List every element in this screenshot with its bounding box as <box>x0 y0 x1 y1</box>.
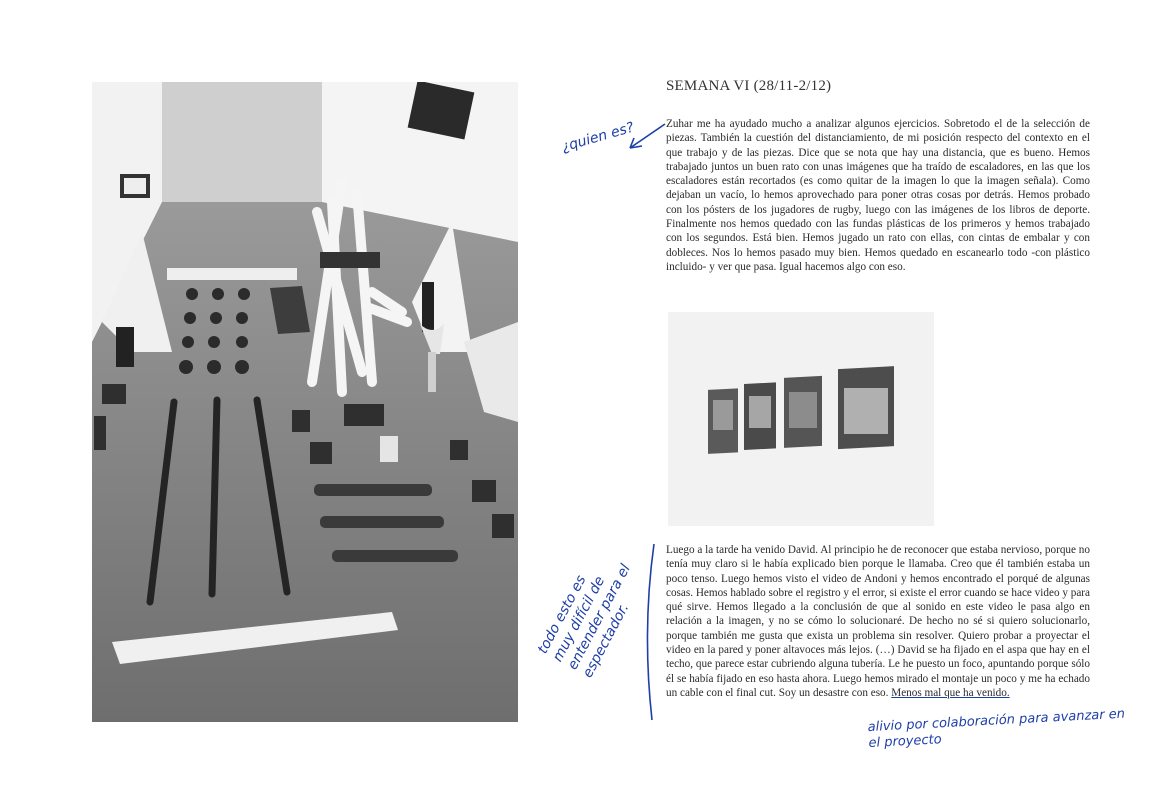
page-title: SEMANA VI (28/11-2/12) <box>666 78 832 94</box>
diary-paragraph-2 <box>666 543 1090 700</box>
diary-paragraph-1: Zuhar me ha ayudado mucho a analizar algunos ejercicios. Sobretodo el de la selección de piezas. También la cuestión del distanciamiento, de mi posición respecto del contexto en el que trabajo y de las piezas. Dice que se nota que hay una distancia, que es bueno. Hemos trabajado juntos un buen rato con unas imágenes que ha traído de escaladores, en las que los escaladores están recortados (es como quitar de la imagen lo que la imagen señala). Como dejaban un vacío, lo hemos aprovechado para poner otras cosas por detrás. Hemos probado con los pósters de los jugadores de rugby, luego con las imágenes de los libros de deporte. Finalmente nos hemos quedado con las fundas plásticas de los primeros y hemos trabajado con los segundos. Está bien. Hemos jugado un rato con ellas, con cintas de embalar y con dobleces. Nos lo hemos pasado muy bien. Hemos quedado en escanearlo todo -con plástico incluido- y ver que pasa. Igual hacemos algo con eso. <box>666 118 1090 273</box>
handwritten-bottom-note: alivio por colaboración para avanzar en el proyecto <box>867 706 1126 752</box>
handwritten-sidebar-note: todo esto es muy difícil de entender para el espectador. <box>534 561 634 681</box>
gallery-wall-photo <box>668 312 934 526</box>
installation-photo <box>92 82 518 722</box>
margin-bracket-icon <box>640 540 660 725</box>
handwritten-question-note: ¿quien es? <box>560 119 636 156</box>
underlined-phrase: Menos mal que ha venido. <box>891 686 1010 699</box>
diary-paragraph-2-text: Luego a la tarde ha venido David. Al principio he de reconocer que estaba nervioso, porque no tenía muy claro si le había explicado bien porque le llamaba. Creo que él también estaba un poco tenso. Luego hemos visto el video de Andoni y hemos encontrado el porqué de algunas cosas. Hemos hablado sobre el registro y el error, si existe el error cuando se hace video y para qué sirve. Hemos llegado a la conclusión de que al sonido en este video le pasa algo en relación a la imagen, y no se cómo lo solucionaré. De hecho no sé si quiero solucionarlo, porque también me gusta que exista un problema sin resolver. Quiero probar a proyectar el video en la pared y poner altavoces más lejos. (…) David se ha fijado en el aspa que hay en el techo, que parece estar cubriendo alguna tubería. Le he puesto un foco, apuntando porque sólo él se había fijado en eso hasta ahora. Luego hemos mirado el montaje un poco y me ha echado un cable con el final cut. Soy un desastre con eso. <box>666 544 1090 699</box>
